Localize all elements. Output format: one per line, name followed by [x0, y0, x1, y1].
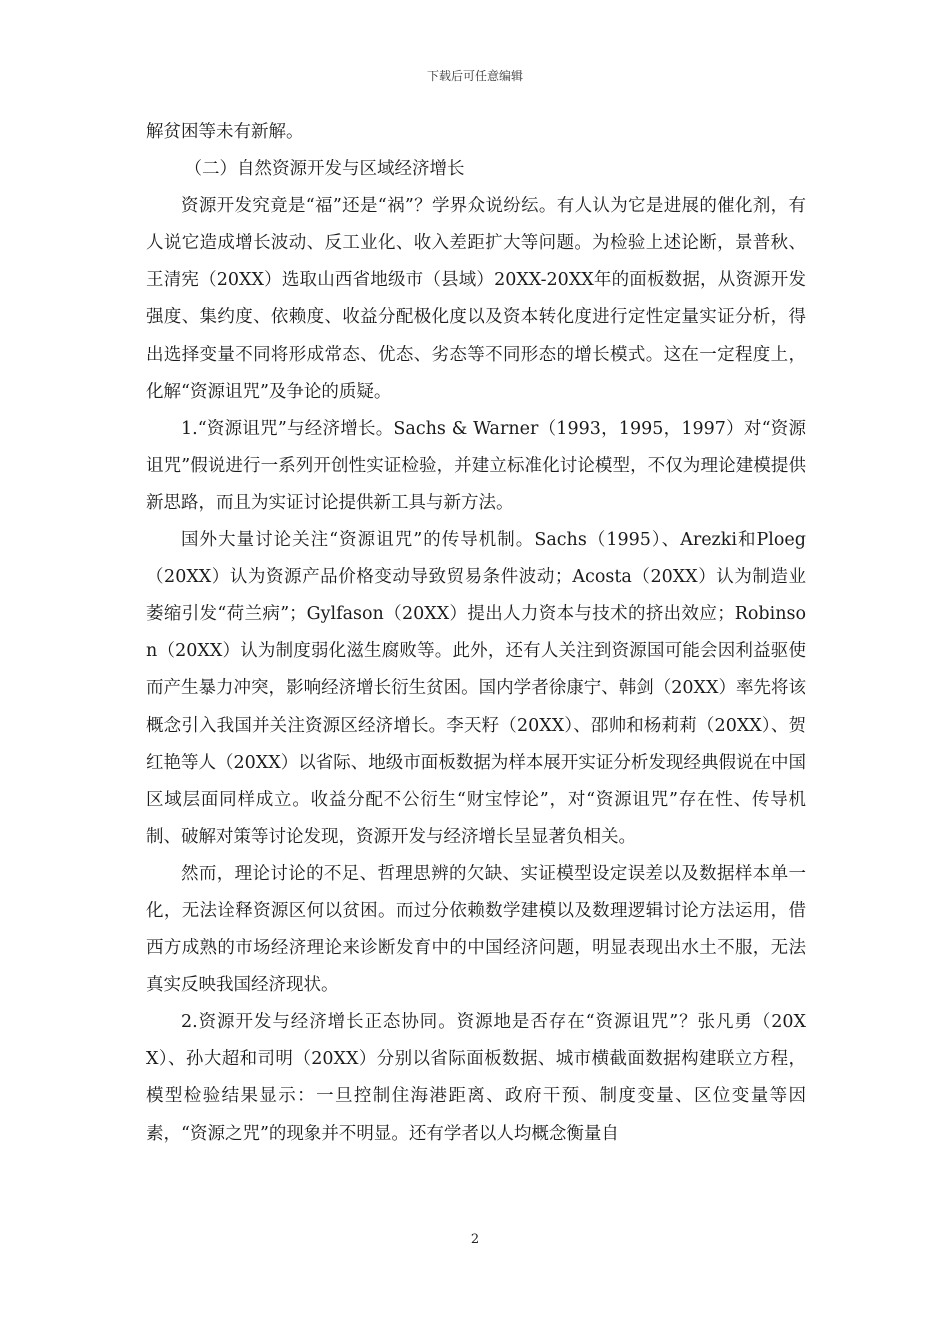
paragraph-continuation: 解贫困等未有新解。 [146, 122, 304, 142]
page-header-note: 下载后可任意编辑 [426, 69, 523, 83]
paragraph: 国外大量讨论关注“资源诅咒”的传导机制。Sachs（1995）、Arezki和Ploeg（20XX）认为资源产品价格变动导致贸易条件波动；Acosta（20XX）认为制造业萎缩引发“荷兰病”；Gylfason（20XX）提出人力资本与技术的挤出效应；Robinson（20XX）认为制度弱化滋生腐败等。此外，还有人关注到资源国可能会因利益驱使而产生暴力冲突，影响经济增长衍生贫困。国内学者徐康宁、韩剑（20XX）率先将该概念引入我国并关注资源区经济增长。李天籽（20XX）、邵帅和杨莉莉（20XX）、贺红艳等人（20XX）以省际、地级市面板数据为样本展开实证分析发现经典假说在中国区域层面同样成立。收益分配不公衍生“财宝悖论”，对“资源诅咒”存在性、传导机制、破解对策等讨论发现，资源开发与经济增长呈显著负相关。 [146, 530, 806, 847]
paragraph: 2.资源开发与经济增长正态协同。资源地是否存在“资源诅咒”？张凡勇（20XX）、孙大超和司明（20XX）分别以省际面板数据、城市横截面数据构建联立方程，模型检验结果显示：一旦控制住海港距离、政府干预、制度变量、区位变量等因素，“资源之咒”的现象并不明显。还有学者以人均概念衡量自 [146, 1012, 806, 1144]
document-body [146, 114, 806, 1153]
page-number: 2 [470, 1232, 480, 1247]
paragraph: 资源开发究竟是“福”还是“祸”？学界众说纷纭。有人认为它是进展的催化剂，有人说它造成增长波动、反工业化、收入差距扩大等问题。为检验上述论断，景普秋、王清宪（20XX）选取山西省地级市（县域）20XX-20XX年的面板数据，从资源开发强度、集约度、依赖度、收益分配极化度以及资本转化度进行定性定量实证分析，得出选择变量不同将形成常态、优态、劣态等不同形态的增长模式。这在一定程度上，化解“资源诅咒”及争论的质疑。 [146, 196, 806, 402]
paragraph: 然而，理论讨论的不足、哲理思辨的欠缺、实证模型设定误差以及数据样本单一化，无法诠释资源区何以贫困。而过分依赖数学建模以及数理逻辑讨论方法运用，借西方成熟的市场经济理论来诊断发育中的中国经济问题，明显表现出水土不服，无法真实反映我国经济现状。 [146, 863, 806, 996]
section-heading: （二）自然资源开发与区域经济增长 [184, 159, 465, 180]
paragraph: 1.“资源诅咒”与经济增长。Sachs & Warner（1993，1995，1997）对“资源诅咒”假说进行一系列开创性实证检验，并建立标准化讨论模型，不仅为理论建模提供新思路，而且为实证讨论提供新工具与新方法。 [146, 418, 806, 513]
